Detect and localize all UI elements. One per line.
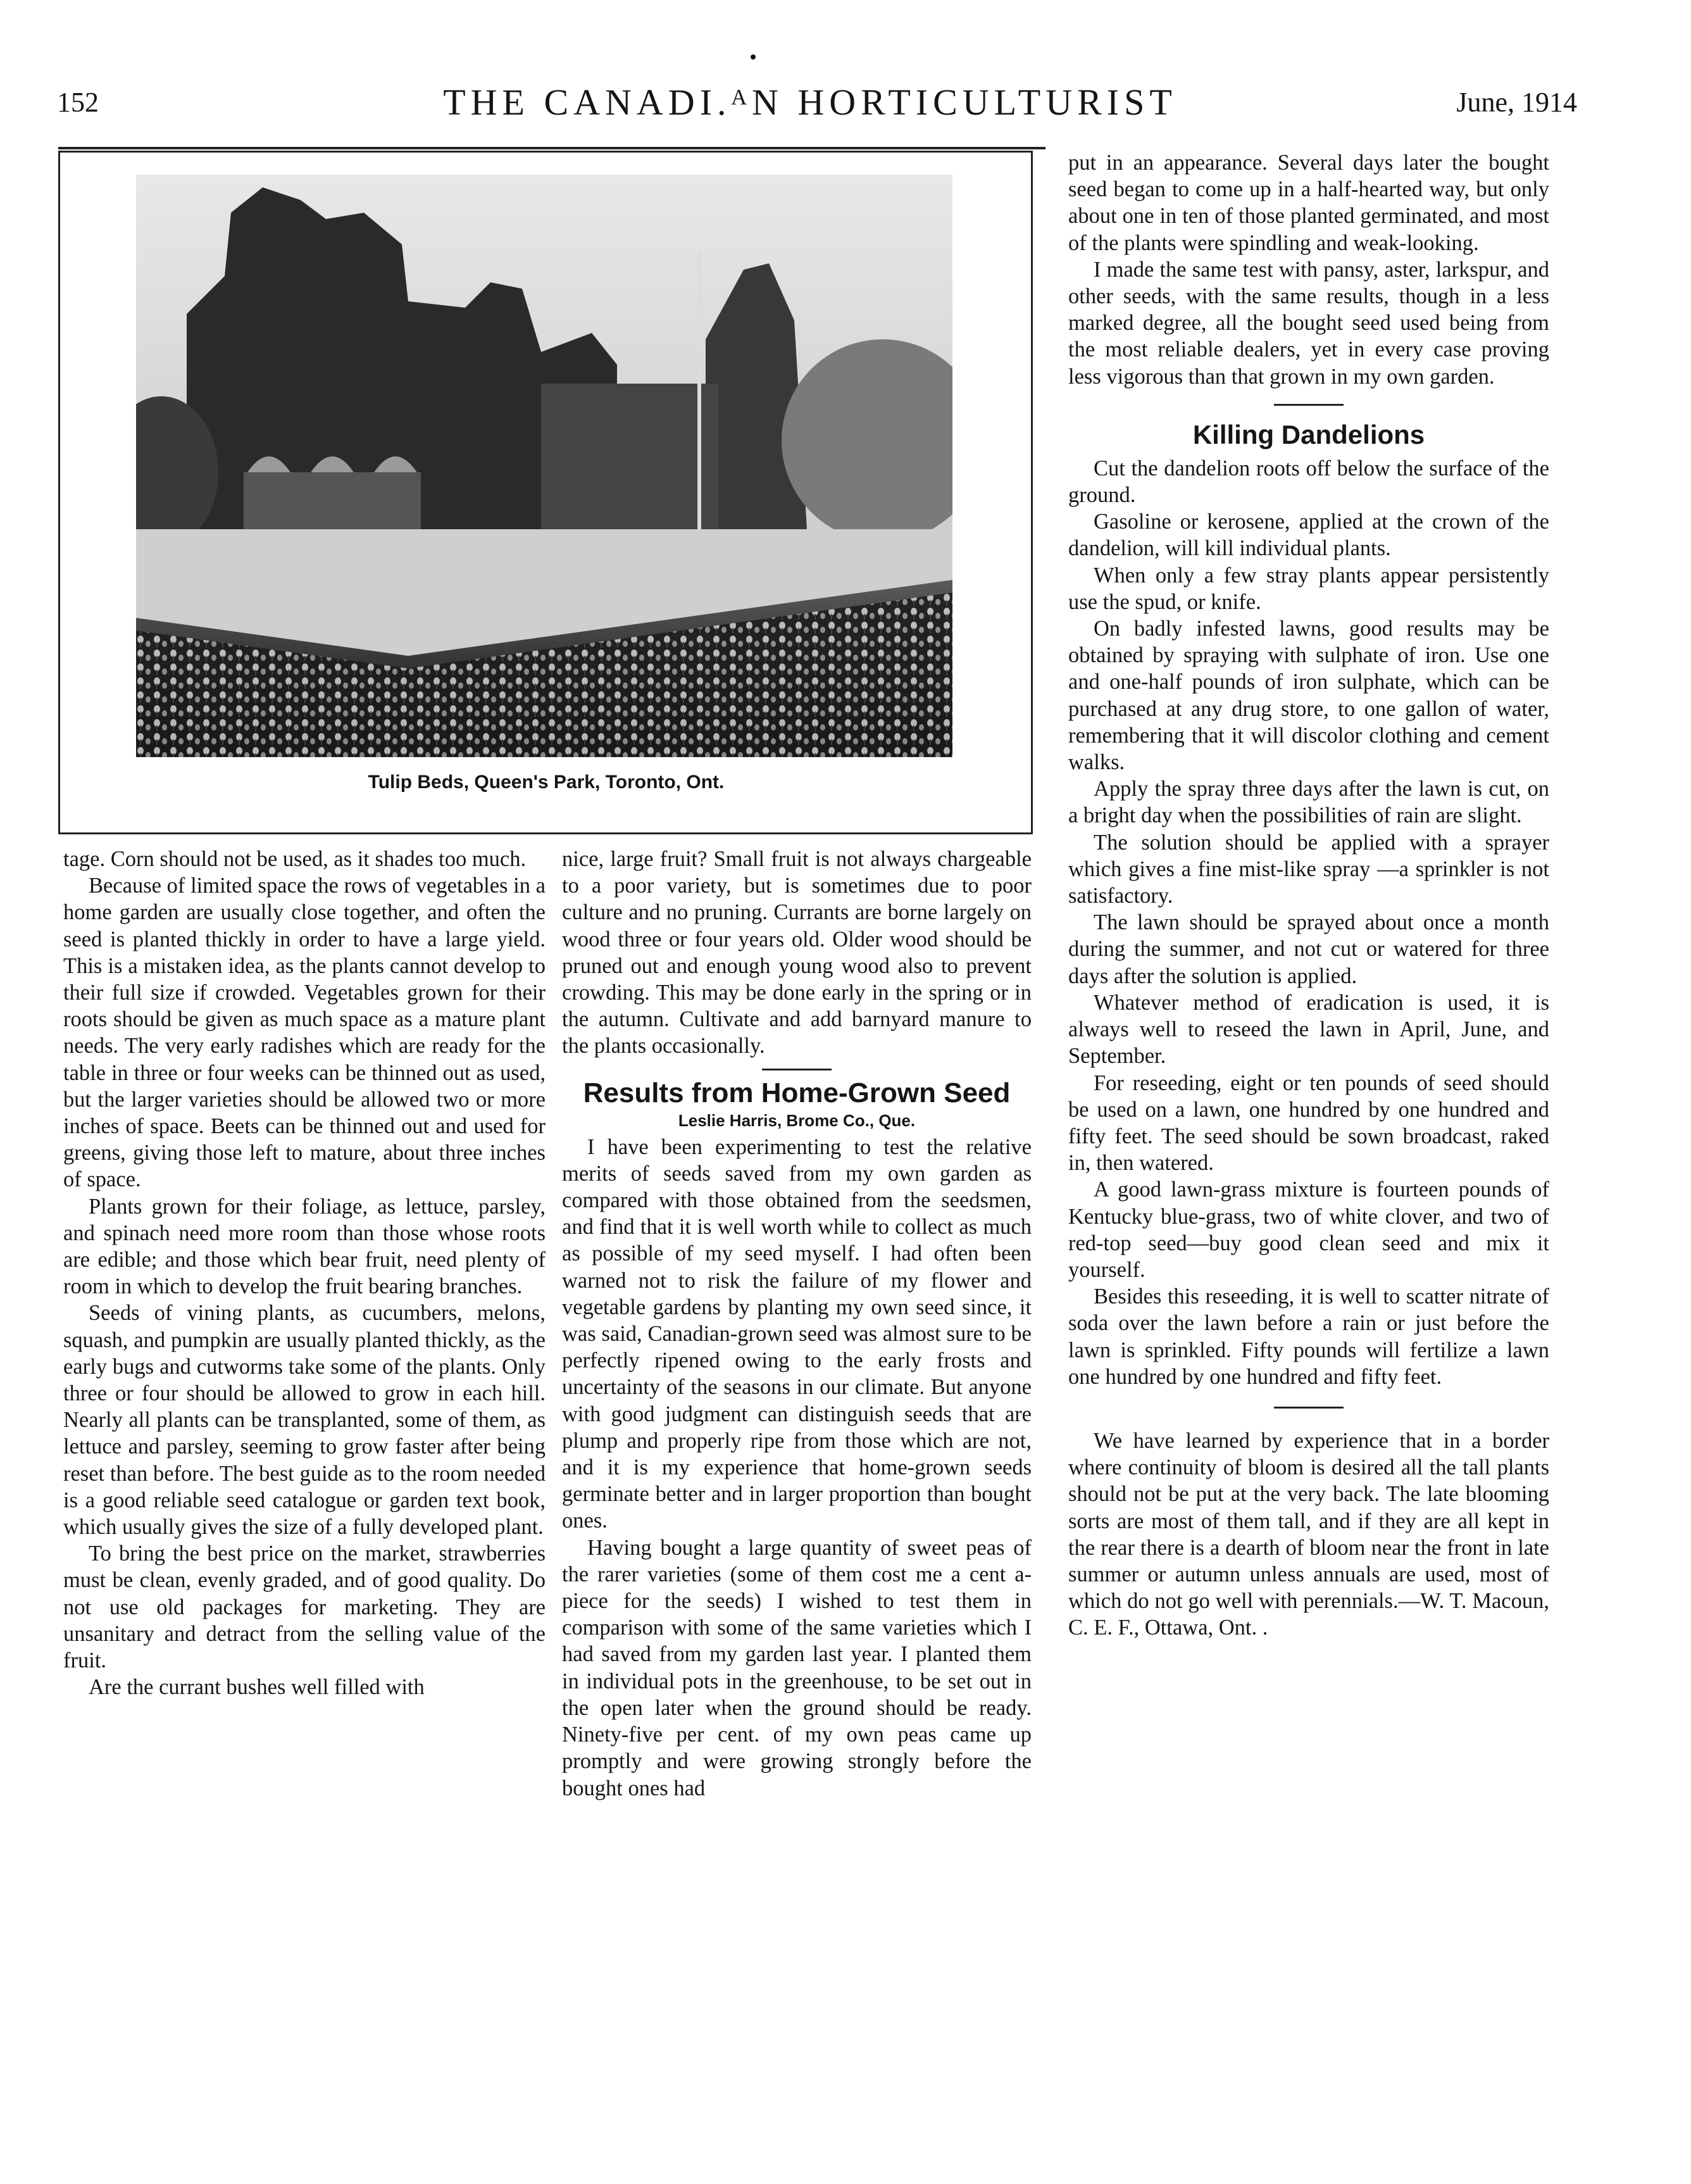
section-divider [1274, 404, 1344, 406]
paragraph: A good lawn-grass mixture is fourteen pounds of Kentucky blue-grass, two of white clover, and two of red-top seed—buy good clean seed and mix it yourself. [1068, 1177, 1549, 1282]
paragraph: Are the currant bushes well filled with [89, 1675, 425, 1700]
print-speck [751, 54, 756, 60]
paragraph: Because of limited space the rows of vegetables in a home garden are usually close together, and often the seed is planted thickly in order to have a large yield. This is a mistaken idea, as the plants cannot develop to their full size if crowded. Vegetables grown for their roots should be given as much space as a mature plant needs. The very early radishes which are ready for the table in three or four weeks can be thinned out as used, but the larger varieties should be allowed two or more inches of space. Beets can be thinned out and used for greens, giving those left to mature, about three inches of space. [63, 874, 546, 1192]
paragraph: For reseeding, eight or ten pounds of seed should be used on a lawn, one hundred by one hundred and fifty feet. The seed should be sown broadcast, raked in, then watered. [1068, 1070, 1549, 1176]
section-divider [1274, 1407, 1344, 1409]
column-3 [1068, 149, 1549, 1641]
section-divider [762, 1069, 832, 1070]
photo-caption: Tulip Beds, Queen's Park, Toronto, Ont. [368, 772, 725, 793]
paragraph: I made the same test with pansy, aster, larkspur, and other seeds, with the same results, though in a less marked degree, all the bought seed used being from the most reliable dealers, yet in every case proving less vigorous than that grown in my own garden. [1068, 257, 1549, 389]
article-byline: Leslie Harris, Brome Co., Que. [678, 1110, 916, 1130]
column-2 [562, 846, 1032, 1802]
paragraph: put in an appearance. Several days later the bought seed began to come up in a half-hearted way, but only about one in ten of those planted germinated, and most of the plants were spindling and weak-looking. [1068, 151, 1549, 255]
article-heading-killing-dandelions: Killing Dandelions [1192, 419, 1425, 449]
page-header [0, 81, 1691, 132]
paragraph: Besides this reseeding, it is well to scatter nitrate of soda over the lawn before a rain or just before the lawn is sprinkled. Fifty pounds will fertilize a lawn one hundred by one hundred and fifty feet. [1068, 1284, 1549, 1389]
paragraph: Plants grown for their foliage, as lettuce, parsley, and spinach need more room than those whose roots are edible; and those which bear fruit, need plenty of room in which to develop the fruit bearing branches. [63, 1194, 546, 1299]
paragraph: Seeds of vining plants, as cucumbers, melons, squash, and pumpkin are usually planted thickly, as the early bugs and cutworms take some of the plants. Only three or four should be allowed to grow in each hill. Nearly all plants can be transplanted, some of them, as lettuce and parsley, seeming to grow faster after being reset than before. The best guide as to the room needed is a good reliable seed catalogue or garden text book, which usually gives the size of a fully developed plant. [63, 1301, 546, 1540]
paragraph: On badly infested lawns, good results may be obtained by spraying with sulphate of iron. Use one and one-half pounds of iron sulphate, which can be purchased at any drug store, to one gallon of water, remembering that it will discolor clothing and cement walks. [1068, 617, 1549, 775]
photo-top-rule [58, 147, 1045, 149]
magazine-title: THE CANADI.ᴬN HORTICULTURIST [443, 82, 1177, 123]
page-number: 152 [57, 87, 99, 118]
tulip-beds-photo [136, 175, 952, 757]
paragraph: Cut the dandelion roots off below the surface of the ground. [1068, 456, 1549, 508]
column-1 [63, 846, 546, 1701]
article-heading-home-grown-seed: Results from Home-Grown Seed [583, 1077, 1011, 1108]
paragraph: When only a few stray plants appear persistently use the spud, or knife. [1068, 563, 1549, 614]
paragraph: The lawn should be sprayed about once a month during the summer, and not cut or watered for three days after the solution is applied. [1068, 910, 1549, 988]
issue-date: June, 1914 [1456, 87, 1577, 118]
paragraph: Gasoline or kerosene, applied at the crown of the dandelion, will kill individual plants. [1068, 510, 1549, 561]
paragraph: tage. Corn should not be used, as it shades too much. [63, 847, 527, 871]
paragraph: nice, large fruit? Small fruit is not always chargeable to a poor variety, but is sometimes due to poor culture and no pruning. Currants are borne largely on wood three or four years old. Older wood should be pruned out and enough young wood also to prevent crowding. This may be done early in the spring or in the autumn. Cultivate and add barnyard manure to the plants occasionally. [562, 847, 1032, 1058]
paragraph: Whatever method of eradication is used, it is always well to reseed the lawn in April, June, and September. [1068, 990, 1549, 1069]
paragraph: Apply the spray three days after the lawn is cut, on a bright day when the possibilities of rain are slight. [1068, 777, 1549, 828]
closing-note: We have learned by experience that in a border where continuity of bloom is desired all the tall plants should not be put at the very back. The late blooming sorts are most of them tall, and if they are all kept in the rear there is a dearth of bloom near the front in late summer or autumn unless annuals are used, most of which do not go well with perennials.—W. T. Macoun, C. E. F., Ottawa, Ont. . [1068, 1428, 1549, 1640]
photo-frame [58, 151, 1033, 834]
paragraph: I have been experimenting to test the relative merits of seeds saved from my own garden as compared with those obtained from the seedsmen, and find that it is well worth while to collect as much as possible of my seed myself. I had often been warned not to risk the failure of my flower and vegetable gardens by planting my own seed since, it was said, Canadian-grown seed was almost sure to be perfectly ripened owing to the early frosts and uncertainty of the seasons in our climate. But anyone with good judgment can distinguish seeds that are plump and properly ripe from those which are not, and it is my experience that home-grown seeds germinate better and in larger proportion than bought ones. [562, 1134, 1032, 1533]
paragraph: The solution should be applied with a sprayer which gives a fine mist-like spray —a sprinkler is not satisfactory. [1068, 830, 1549, 908]
paragraph: Having bought a large quantity of sweet peas of the rarer varieties (some of them cost me a cent a-piece for the seeds) I wished to test them in comparison with some of the same varieties which I had saved from my garden last year. I planted them in individual pots in the greenhouse, to be set out in the open later when the ground should be ready. Ninety-five per cent. of my own peas came up promptly and were growing strongly before the bought ones had [562, 1535, 1032, 1800]
paragraph: To bring the best price on the market, strawberries must be clean, evenly graded, and of good quality. Do not use old packages for marketing. They are unsanitary and detract from the selling value of the fruit. [63, 1541, 546, 1673]
